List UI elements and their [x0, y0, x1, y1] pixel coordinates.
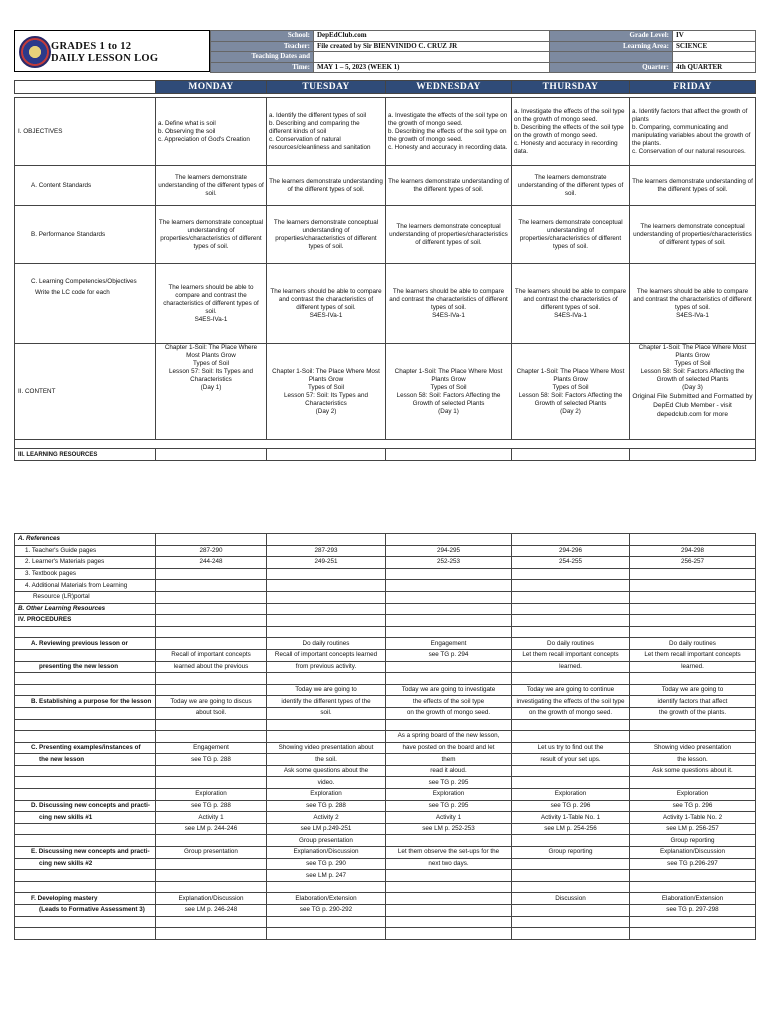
day-header-tuesday: TUESDAY: [267, 81, 386, 94]
c-fri: Showing video presentation: [630, 742, 756, 754]
d-tue: see LM p.249-251: [267, 823, 386, 835]
b-tue: identify the different types of the: [267, 696, 386, 708]
depedclub-note: Original File Submitted and Formatted by DepEd Club Member - visit depedclub.com for more: [632, 393, 753, 419]
b-mon: about tsoil.: [156, 707, 267, 719]
logo-box: [14, 30, 210, 72]
c-tue: the soil.: [267, 754, 386, 766]
d-mon: Activity 1: [156, 812, 267, 824]
c-wed: them: [386, 754, 512, 766]
e-tue: Explanation/Discussion: [267, 847, 386, 859]
lesson-log-bottom-table: A. References 1. Teacher's Guide pages 287-290 287-293 294-295 294-296 294-298 2. Learner's Materials pages 244-248 249-251 252-253 254-255 256-257 3. Textbook pages 4. Additional Materials from Learning Resource (LR)portal B. Other Learning Resources IV. PROCEDURES A. Reviewing previous lesson or Do daily routines Engagement Do daily routines Do daily routines Recall of important concepts Recall of important concepts learned see TG p. 294 Let them recall important concepts Let them recall important concepts presenting the new lesson learned about the previous from previous activity. learned. learned. Today we are going to Today we are going to investigate Today we are going to continue Today we are going to B. Establishing a purpose for the lesson Today we are going to discus identify the different types of the the effects of the soil type investigating the effects of the soil type identify factors that affect about tsoil. soil. on the growth of mongo seed. on the growth of mongo seed. the growth of the plants. As a spring board of the new lesson, C. Presenting examples/instances of Engagement Showing video presentation about have posted on the board and let Let us try to find out the Showing video presentation the new lesson see TG p. 288 the soil. them result of your set ups. the lesson. Ask some questions about the read it aloud. Ask some questions about it. video. see TG p. 295 Exploration Exploration Exploration Exploration Exploration D. Discussing new concepts and practi- see TG p. 288 see TG p. 288 see TG p. 295 see TG p. 296 see TG p. 296 cing new skills #1 Activity 1 Activity 2 Activity 1 Activity 1-Table No. 1 Activity 1-Table No. 2 see LM p. 244-246 see LM p.249-251 see LM p. 252-253 see LM p. 254-256 see LM p. 256-257 Group presentation Group reporting E. Discussing new concepts and practi- Group presentation Explanation/Discussion Let them observe the set-ups for the Group reporting Explanation/Discussion cing new skills #2 see TG p. 290 next two days. see TG p.296-297 see LM p. 247 F. Developing mastery Explanation/Discussion Elaboration/Extension Discussion Elaboration/Extension (Leads to Formative Assessment 3) see LM p. 246-248 see TG p. 290-292 see TG p. 297-298: [14, 533, 756, 940]
a-wed: Engagement: [386, 638, 512, 650]
a-thu: learned.: [512, 661, 630, 673]
performance-standards-label: B. Performance Standards: [15, 206, 156, 264]
logo-title-line2: DAILY LESSON LOG: [51, 53, 159, 64]
f-wed: [386, 893, 512, 905]
other-resources-label: B. Other Learning Resources: [15, 603, 156, 615]
b-thu: on the growth of mongo seed.: [512, 707, 630, 719]
logo-title-line1: GRADES 1 to 12: [51, 41, 132, 52]
a-fri: learned.: [630, 661, 756, 673]
additional-materials-label: 4. Additional Materials from Learning: [15, 580, 156, 592]
lm-pages-wed: 252-253: [386, 557, 512, 569]
b-wed: on the growth of mongo seed.: [386, 707, 512, 719]
c-tue: video.: [267, 777, 386, 789]
b-fri: the growth of the plants.: [630, 707, 756, 719]
f-tue: Elaboration/Extension: [267, 893, 386, 905]
procedures-label: IV. PROCEDURES: [15, 615, 156, 627]
objectives-wed: a. Investigate the effects of the soil type on the growth of mongo seed. b. Describing the effects of the soil type on the growth of mongo seed. c. Honesty and accuracy in recording data.: [386, 98, 512, 166]
objectives-fri: a. Identify factors that affect the growth of plants b. Comparing, communicating and manipulating variables about the growth of the plants. c. Conservation of our natural resources.: [630, 98, 756, 166]
a-mon: learned about the previous: [156, 661, 267, 673]
f-tue: see TG p. 290-292: [267, 905, 386, 917]
quarter-value: 4th QUARTER: [673, 62, 756, 73]
c-label: C. Presenting examples/instances of: [15, 742, 156, 754]
f-mon: Explanation/Discussion: [156, 893, 267, 905]
d-wed: see TG p. 295: [386, 800, 512, 812]
tg-pages-label: 1. Teacher's Guide pages: [15, 545, 156, 557]
dll-header: [14, 30, 755, 72]
learning-area-label: Learning Area:: [550, 41, 673, 52]
objectives-label: I. OBJECTIVES: [15, 98, 156, 166]
lm-pages-thu: 254-255: [512, 557, 630, 569]
e-wed: next two days.: [386, 858, 512, 870]
teaching-dates-label-1: Teaching Dates and: [211, 52, 314, 63]
objectives-row: [15, 98, 756, 166]
d-thu: Exploration: [512, 789, 630, 801]
tg-pages-fri: 294-298: [630, 545, 756, 557]
f-fri: see TG p. 297-298: [630, 905, 756, 917]
f-thu: Discussion: [512, 893, 630, 905]
competencies-row: C. Learning Competencies/Objectives Write the LC code for each The learners should be able to compare and contrast the characteristics of different types of soil. S4ES-IVa-1 The learners should be able to compare and contrast the characteristics of different types of soil. S4ES-IVa-1 The learners should be able to compare and contrast the characteristics of different types of soil. S4ES-IVa-1 The learners should be able to compare and contrast the characteristics of different types of soil. S4ES-IVa-1 The learners should be able to compare and contrast the characteristics of different types of soil. S4ES-IVa-1: [15, 264, 756, 344]
teaching-dates-label-2: Time:: [211, 62, 314, 73]
learning-resources-row: [15, 449, 756, 461]
content-mon: Chapter 1-Soil: The Place Where Most Plants Grow Types of Soil Lesson 57: Soil: Its Types and Characteristics (Day 1): [156, 344, 267, 440]
e-fri: Group reporting: [630, 835, 756, 847]
learning-resources-label: III. LEARNING RESOURCES: [15, 449, 156, 461]
d-wed: Exploration: [386, 789, 512, 801]
e-wed: Let them observe the set-ups for the: [386, 847, 512, 859]
b-tue: soil.: [267, 707, 386, 719]
d-tue: Exploration: [267, 789, 386, 801]
tg-pages-tue: 287-293: [267, 545, 386, 557]
school-value: DepEdClub.com: [314, 31, 550, 42]
d-fri: see TG p. 296: [630, 800, 756, 812]
d-fri: Activity 1-Table No. 2: [630, 812, 756, 824]
teacher-label: Teacher:: [211, 41, 314, 52]
d-tue: see TG p. 288: [267, 800, 386, 812]
a-tue: Do daily routines: [267, 638, 386, 650]
objectives-thu: a. Investigate the effects of the soil type on the growth of mongo seed. b. Describing the effects of the soil type on the growth of mongo seed. c. Honesty and accuracy in recording data.: [512, 98, 630, 166]
c-thu: Let us try to find out the: [512, 742, 630, 754]
e-tue: see TG p. 290: [267, 858, 386, 870]
c-tue: Showing video presentation about: [267, 742, 386, 754]
d-thu: see TG p. 296: [512, 800, 630, 812]
lm-pages-tue: 249-251: [267, 557, 386, 569]
teaching-dates-value: MAY 1 – 5, 2023 (WEEK 1): [314, 62, 550, 73]
tg-pages-thu: 294-296: [512, 545, 630, 557]
a-fri: Do daily routines: [630, 638, 756, 650]
a-thu: Let them recall important concepts: [512, 649, 630, 661]
a-tue: from previous activity.: [267, 661, 386, 673]
day-header-friday: FRIDAY: [630, 81, 756, 94]
c-wed: As a spring board of the new lesson,: [386, 731, 512, 743]
d-mon: Exploration: [156, 789, 267, 801]
competencies-label: C. Learning Competencies/Objectives Write the LC code for each: [15, 264, 156, 344]
c-wed: have posted on the board and let: [386, 742, 512, 754]
grade-value: IV: [673, 31, 756, 42]
c-thu: result of your set ups.: [512, 754, 630, 766]
b-thu: Today we are going to continue: [512, 684, 630, 696]
b-label: B. Establishing a purpose for the lesson: [15, 696, 156, 708]
d-fri: Exploration: [630, 789, 756, 801]
lm-pages-fri: 256-257: [630, 557, 756, 569]
references-label: A. References: [15, 534, 156, 546]
d-fri: see LM p. 256-257: [630, 823, 756, 835]
tg-pages-mon: 287-290: [156, 545, 267, 557]
b-tue: Today we are going to: [267, 684, 386, 696]
performance-standards-row: B. Performance Standards The learners demonstrate conceptual understanding of properties/characteristics of different types of soil. The learners demonstrate conceptual understanding of properties/characteristics of different types of soil. The learners demonstrate conceptual understanding of properties/characteristics of different types of soil. The learners demonstrate conceptual understanding of properties/characteristics of different types of soil. The learners demonstrate conceptual understanding of properties/characteristics of different types of soil.: [15, 206, 756, 264]
b-fri: identify factors that affect: [630, 696, 756, 708]
c-fri: Ask some questions about it.: [630, 765, 756, 777]
f-label: F. Developing mastery: [15, 893, 156, 905]
c-wed: see TG p. 295: [386, 777, 512, 789]
content-wed: Chapter 1-Soil: The Place Where Most Plants Grow Types of Soil Lesson 58: Soil: Factors Affecting the Growth of selected Plants (Day 1): [386, 344, 512, 440]
b-thu: investigating the effects of the soil type: [512, 696, 630, 708]
d-thu: see LM p. 254-256: [512, 823, 630, 835]
content-tue: Chapter 1-Soil: The Place Where Most Plants Grow Types of Soil Lesson 57: Soil: Its Types and Characteristics (Day 2): [267, 344, 386, 440]
textbook-pages-label: 3. Textbook pages: [15, 568, 156, 580]
a-label: A. Reviewing previous lesson or: [15, 638, 156, 650]
d-thu: Activity 1-Table No. 1: [512, 812, 630, 824]
day-header-wednesday: WEDNESDAY: [386, 81, 512, 94]
lm-pages-mon: 244-248: [156, 557, 267, 569]
learning-area-value: SCIENCE: [673, 41, 756, 52]
e-tue: see LM p. 247: [267, 870, 386, 882]
a-thu: Do daily routines: [512, 638, 630, 650]
content-fri: Chapter 1-Soil: The Place Where Most Plants Grow Types of Soil Lesson 58: Soil: Factors Affecting the Growth of selected Plants (Day 3) Original File Submitted and Formatted by DepEd Club Member - visit depedclub.com for more: [630, 344, 756, 440]
b-fri: Today we are going to: [630, 684, 756, 696]
c-mon: Engagement: [156, 742, 267, 754]
e-tue: Group presentation: [267, 835, 386, 847]
a-fri: Let them recall important concepts: [630, 649, 756, 661]
d-mon: see TG p. 288: [156, 800, 267, 812]
d-wed: see LM p. 252-253: [386, 823, 512, 835]
deped-seal-icon: [19, 36, 51, 68]
content-row: [15, 344, 756, 440]
teacher-value: File created by Sir BIENVINIDO C. CRUZ JR: [314, 41, 550, 52]
d-label: D. Discussing new concepts and practi-: [15, 800, 156, 812]
c-wed: read it aloud.: [386, 765, 512, 777]
c-fri: the lesson.: [630, 754, 756, 766]
b-mon: Today we are going to discus: [156, 696, 267, 708]
e-mon: Group presentation: [156, 847, 267, 859]
f-mon: see LM p. 246-248: [156, 905, 267, 917]
content-label: II. CONTENT: [15, 344, 156, 440]
grade-label: Grade Level:: [550, 31, 673, 42]
content-standards-label: A. Content Standards: [15, 166, 156, 206]
day-header-monday: MONDAY: [156, 81, 267, 94]
header-info-table: [210, 30, 756, 73]
c-mon: see TG p. 288: [156, 754, 267, 766]
d-mon: see LM p. 244-246: [156, 823, 267, 835]
d-tue: Activity 2: [267, 812, 386, 824]
a-wed: see TG p. 294: [386, 649, 512, 661]
tg-pages-wed: 294-295: [386, 545, 512, 557]
school-label: School:: [211, 31, 314, 42]
e-label: E. Discussing new concepts and practi-: [15, 847, 156, 859]
f-fri: Elaboration/Extension: [630, 893, 756, 905]
content-thu: Chapter 1-Soil: The Place Where Most Plants Grow Types of Soil Lesson 58: Soil: Factors Affecting the Growth of selected Plants (Day 2): [512, 344, 630, 440]
objectives-mon: a. Define what is soil b. Observing the soil c. Appreciation of God's Creation: [156, 98, 267, 166]
b-wed: the effects of the soil type: [386, 696, 512, 708]
quarter-label: Quarter:: [550, 62, 673, 73]
e-thu: Group reporting: [512, 847, 630, 859]
content-standards-row: A. Content Standards The learners demonstrate understanding of the different types of soil. The learners demonstrate understanding of the different types of soil. The learners demonstrate understanding of the different types of soil. The learners demonstrate understanding of the different types of soil. The learners demonstrate understanding of the different types of soil.: [15, 166, 756, 206]
e-fri: see TG p.296-297: [630, 858, 756, 870]
c-tue: Ask some questions about the: [267, 765, 386, 777]
day-header-thursday: THURSDAY: [512, 81, 630, 94]
e-fri: Explanation/Discussion: [630, 847, 756, 859]
objectives-tue: a. Identify the different types of soil b. Describing and comparing the different kinds of soil c. Conservation of natural resources/cleanliness and sanitation: [267, 98, 386, 166]
a-mon: Recall of important concepts: [156, 649, 267, 661]
lesson-log-top-table: [14, 80, 756, 461]
b-wed: Today we are going to investigate: [386, 684, 512, 696]
d-wed: Activity 1: [386, 812, 512, 824]
a-tue: Recall of important concepts learned: [267, 649, 386, 661]
lm-pages-label: 2. Learner's Materials pages: [15, 557, 156, 569]
